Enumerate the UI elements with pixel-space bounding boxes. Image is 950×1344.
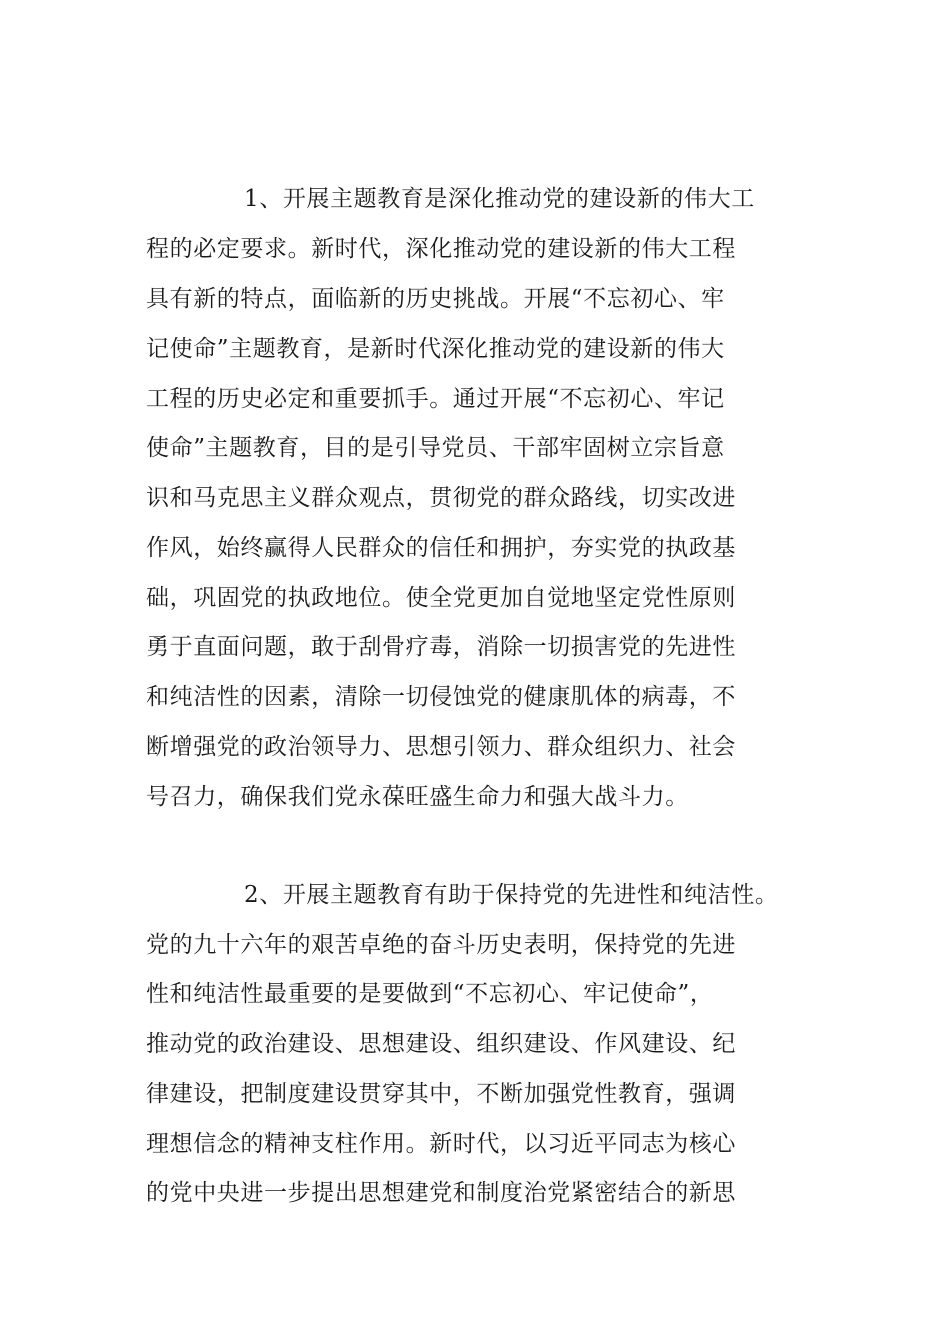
paragraph-1-line-8: 作风，始终赢得人民群众的信任和拥护，夯实党的执政基 — [146, 535, 736, 561]
paragraph-1-line-11: 和纯洁性的因素，清除一切侵蚀党的健康肌体的病毒，不 — [146, 684, 736, 710]
paragraph-2-line-2: 党的九十六年的艰苦卓绝的奋斗历史表明，保持党的先进 — [146, 932, 736, 958]
paragraph-2-line-4: 推动党的政治建设、思想建设、组织建设、作风建设、纪 — [146, 1031, 736, 1057]
paragraph-2-line-6: 理想信念的精神支柱作用。新时代，以习近平同志为核心 — [146, 1131, 736, 1157]
paragraph-2-line-1: 2、开展主题教育有助于保持党的先进性和纯洁性。 — [244, 882, 779, 908]
paragraph-2-line-5: 律建设，把制度建设贯穿其中，不断加强党性教育，强调 — [146, 1081, 736, 1107]
paragraph-2-line-3: 性和纯洁性最重要的是要做到“不忘初心、牢记使命”， — [146, 981, 714, 1007]
paragraph-1-line-6: 使命”主题教育，目的是引导党员、干部牢固树立宗旨意 — [146, 435, 725, 461]
paragraph-1-line-3: 具有新的特点，面临新的历史挑战。开展“不忘初心、牢 — [146, 286, 725, 312]
paragraph-1-line-10: 勇于直面问题，敢于刮骨疗毒，消除一切损害党的先进性 — [146, 634, 736, 660]
paragraph-1-line-7: 识和马克思主义群众观点，贯彻党的群众路线，切实改进 — [146, 485, 736, 511]
paragraph-1-line-4: 记使命”主题教育，是新时代深化推动党的建设新的伟大 — [146, 336, 725, 362]
paragraph-1-line-12: 断增强党的政治领导力、思想引领力、群众组织力、社会 — [146, 734, 736, 760]
paragraph-1-line-13: 号召力，确保我们党永葆旺盛生命力和强大战斗力。 — [146, 784, 689, 810]
paragraph-1-line-1: 1、开展主题教育是深化推动党的建设新的伟大工 — [244, 186, 755, 212]
paragraph-1-line-2: 程的必定要求。新时代，深化推动党的建设新的伟大工程 — [146, 236, 736, 262]
paragraph-1-line-9: 础，巩固党的执政地位。使全党更加自觉地坚定党性原则 — [146, 585, 736, 611]
paragraph-1-line-5: 工程的历史必定和重要抓手。通过开展“不忘初心、牢记 — [146, 386, 725, 412]
paragraph-2-line-7: 的党中央进一步提出思想建党和制度治党紧密结合的新思 — [146, 1180, 736, 1206]
